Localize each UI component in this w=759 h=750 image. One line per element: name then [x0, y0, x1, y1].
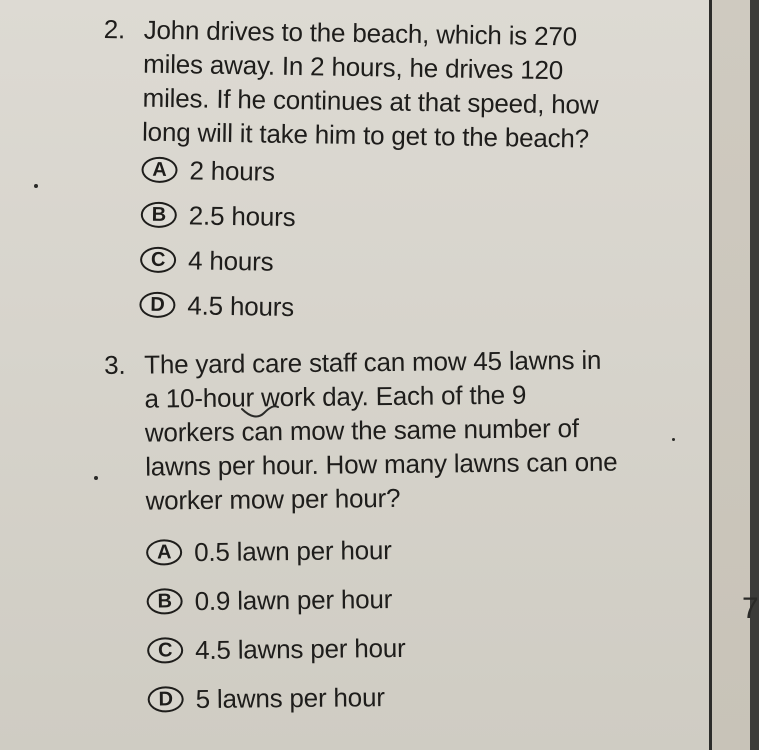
- choice-text: 4.5 lawns per hour: [195, 632, 406, 666]
- question-text: [144, 342, 686, 518]
- choice-b[interactable]: [141, 198, 296, 234]
- adjacent-page-edge: [712, 0, 750, 750]
- choice-d[interactable]: [139, 288, 294, 324]
- question-line: workers can mow the same number of: [144, 413, 579, 448]
- paper-speck: [94, 476, 98, 480]
- choice-text: 0.5 lawn per hour: [193, 534, 392, 568]
- question-number: 3.: [104, 349, 126, 380]
- question-line: John drives to the beach, which is 270: [143, 14, 578, 52]
- choice-bubble[interactable]: A: [141, 157, 177, 184]
- question-line: The yard care staff can mow 45 lawns in: [144, 344, 602, 380]
- choice-bubble[interactable]: A: [146, 539, 182, 565]
- choice-b[interactable]: [146, 582, 392, 619]
- choice-text: 0.9 lawn per hour: [194, 583, 393, 617]
- choice-bubble[interactable]: C: [147, 637, 183, 663]
- question-line: lawns per hour. How many lawns can one: [145, 446, 618, 482]
- choice-a[interactable]: [146, 533, 392, 570]
- question-line: a 10-hour work day. Each of the 9: [144, 379, 527, 414]
- pen-stroke-mark: [240, 403, 280, 423]
- choice-c[interactable]: [147, 631, 406, 668]
- choice-text: 4 hours: [187, 245, 274, 277]
- paper-speck: [34, 184, 38, 188]
- choice-text: 2 hours: [189, 155, 276, 187]
- question-number: 2.: [103, 13, 126, 45]
- choice-d[interactable]: [148, 680, 385, 716]
- question-line: long will it take him to get to the beach?: [141, 116, 590, 154]
- choice-a[interactable]: [141, 153, 275, 189]
- paper-speck: [672, 438, 675, 441]
- adjacent-page-digit: 7: [742, 592, 759, 625]
- choice-bubble[interactable]: B: [141, 202, 177, 229]
- choice-bubble[interactable]: B: [147, 588, 183, 614]
- choice-text: 4.5 hours: [187, 290, 295, 323]
- choice-bubble[interactable]: D: [148, 686, 184, 712]
- question-line: miles away. In 2 hours, he drives 120: [142, 48, 564, 86]
- choice-text: 2.5 hours: [188, 200, 296, 233]
- question-text: [142, 13, 684, 157]
- question-line: worker mow per hour?: [145, 482, 401, 516]
- choice-bubble[interactable]: D: [139, 292, 175, 319]
- choice-c[interactable]: [140, 243, 274, 279]
- choice-text: 5 lawns per hour: [195, 682, 385, 715]
- question-line: miles. If he continues at that speed, how: [142, 82, 599, 120]
- question-3: [104, 342, 704, 715]
- choice-bubble[interactable]: C: [140, 247, 176, 274]
